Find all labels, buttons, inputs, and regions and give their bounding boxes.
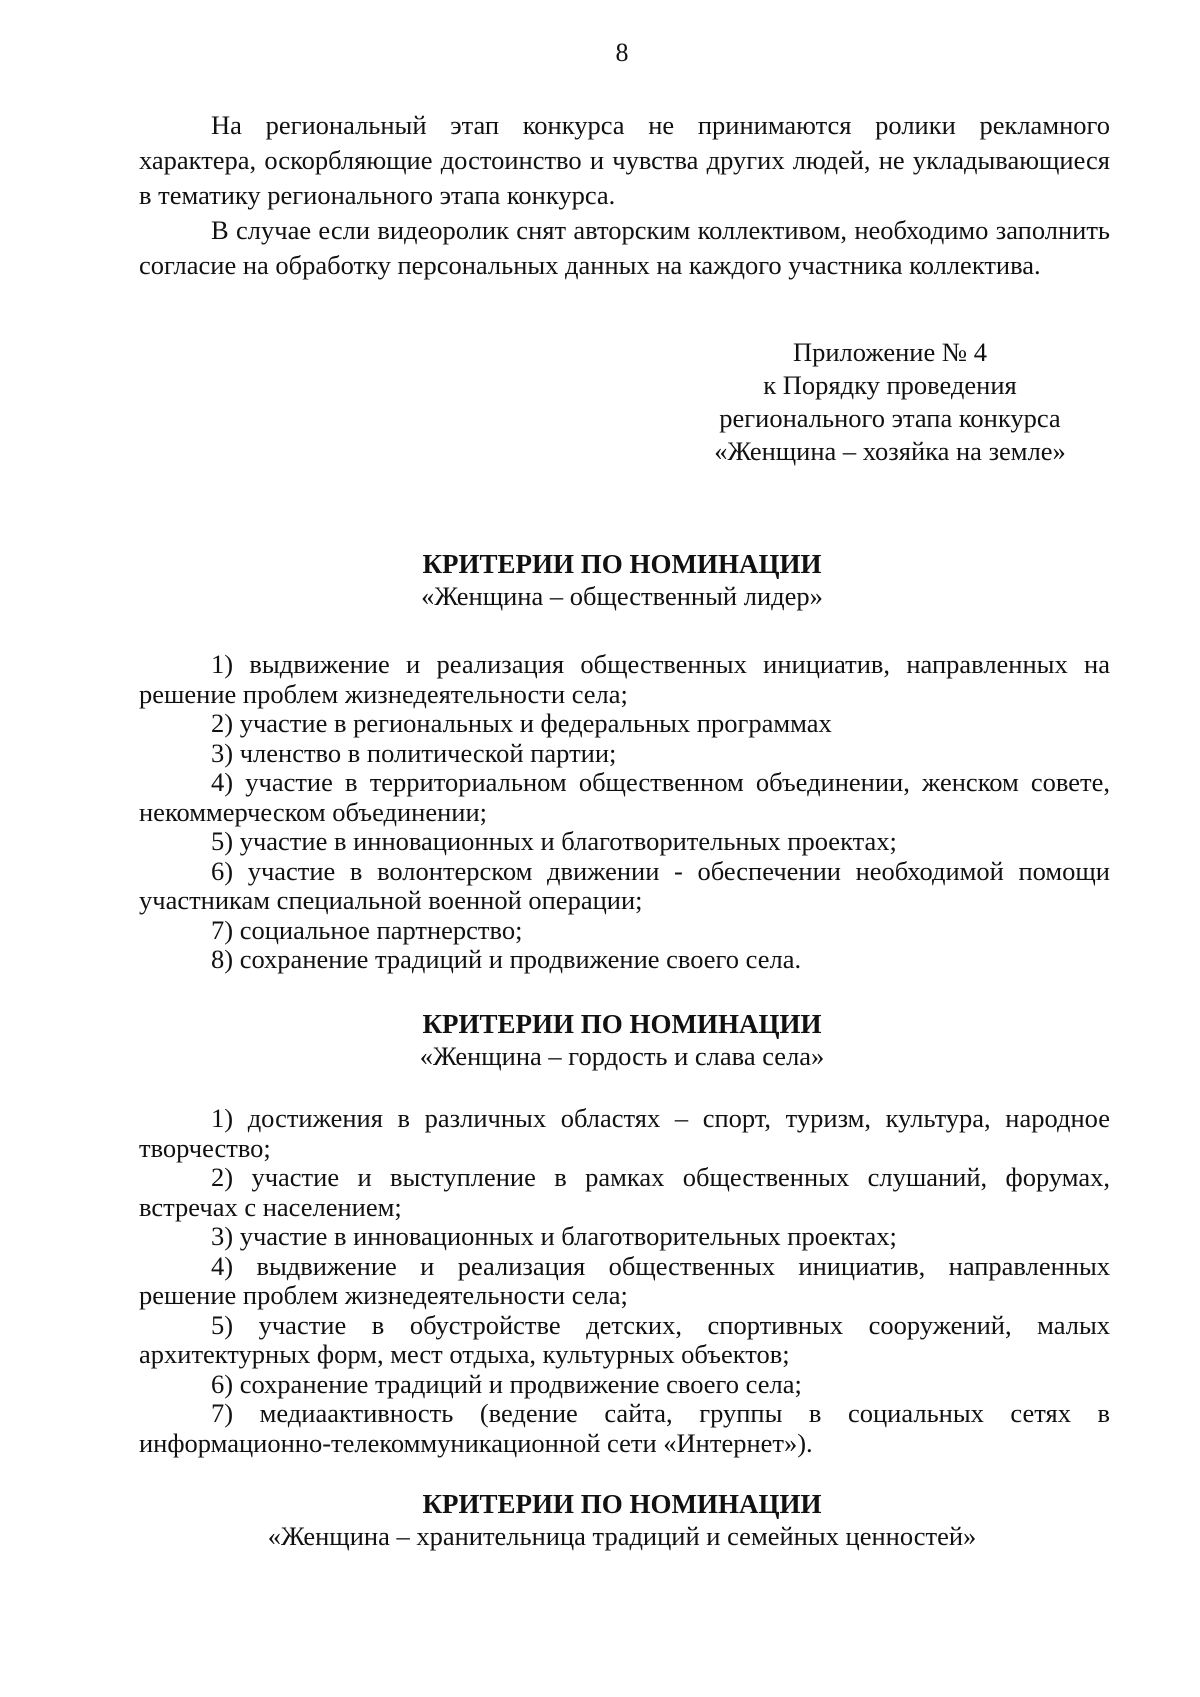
appendix-reference: регионального этапа конкурса [719, 403, 1061, 433]
list-item: 2) участие в региональных и федеральных программах [211, 708, 832, 738]
list-item: 5) участие в инновационных и благотворительных проектах; [211, 826, 897, 856]
list-item: 5) участие в обустройстве детских, спортивных сооружений, малых архитектурных форм, мест отдыха, культурных объектов; [139, 1309, 1110, 1369]
list-item: 8) сохранение традиций и продвижение своего села. [211, 944, 802, 974]
appendix-reference: к Порядку проведения [763, 370, 1017, 400]
list-item: 1) достижения в различных областях – спорт, туризм, культура, народное творчество; [139, 1103, 1110, 1163]
list-item: 6) сохранение традиций и продвижение своего села; [211, 1368, 802, 1399]
section-title: КРИТЕРИИ ПО НОМИНАЦИИ [422, 549, 822, 579]
list-item: 6) участие в волонтерском движении - обеспечении необходимой помощи участникам специальной военной операции; [139, 855, 1110, 915]
list-item: 4) участие в территориальном общественном объединении, женском совете, некоммерческом объединении; [139, 767, 1110, 827]
criteria-list [139, 650, 1110, 975]
page-number: 8 [615, 38, 629, 67]
intro-paragraph: В случае если видеоролик снят авторским коллективом, необходимо заполнить согласие на обработку персональных данных на каждого участника коллектива. [139, 215, 1110, 280]
list-item: 1) выдвижение и реализация общественных инициатив, направленных на решение проблем жизнедеятельности села; [139, 649, 1110, 709]
section-subtitle: «Женщина – общественный лидер» [421, 581, 823, 611]
list-item: 7) социальное партнерство; [211, 914, 523, 945]
section-title: КРИТЕРИИ ПО НОМИНАЦИИ [422, 1009, 822, 1039]
section-title: КРИТЕРИИ ПО НОМИНАЦИИ [422, 1489, 822, 1519]
list-item: 7) медиаактивность (ведение сайта, группы в социальных сетях в информационно-телекоммуникационной сети «Интернет»). [139, 1398, 1110, 1458]
appendix-header [600, 336, 1180, 468]
criteria-list [139, 1104, 1110, 1458]
appendix-contest-name: «Женщина – хозяйка на земле» [714, 436, 1066, 466]
list-item: 2) участие и выступление в рамках общественных слушаний, форумах, встречах с населением; [139, 1162, 1110, 1222]
section-subtitle: «Женщина – хранительница традиций и семейных ценностей» [267, 1521, 977, 1551]
appendix-number: Приложение № 4 [792, 337, 987, 367]
list-item: 3) членство в политической партии; [211, 737, 617, 768]
list-item: 4) выдвижение и реализация общественных инициатив, направленных решение проблем жизнедеятельности села; [139, 1250, 1110, 1310]
intro-paragraph: На региональный этап конкурса не принимаются ролики рекламного характера, оскорбляющие достоинство и чувства других людей, не укладывающиеся в тематику регионального этапа конкурса. [139, 110, 1110, 210]
list-item: 3) участие в инновационных и благотворительных проектах; [211, 1221, 897, 1251]
intro-text [139, 108, 1110, 283]
section-subtitle: «Женщина – гордость и слава села» [419, 1041, 825, 1071]
